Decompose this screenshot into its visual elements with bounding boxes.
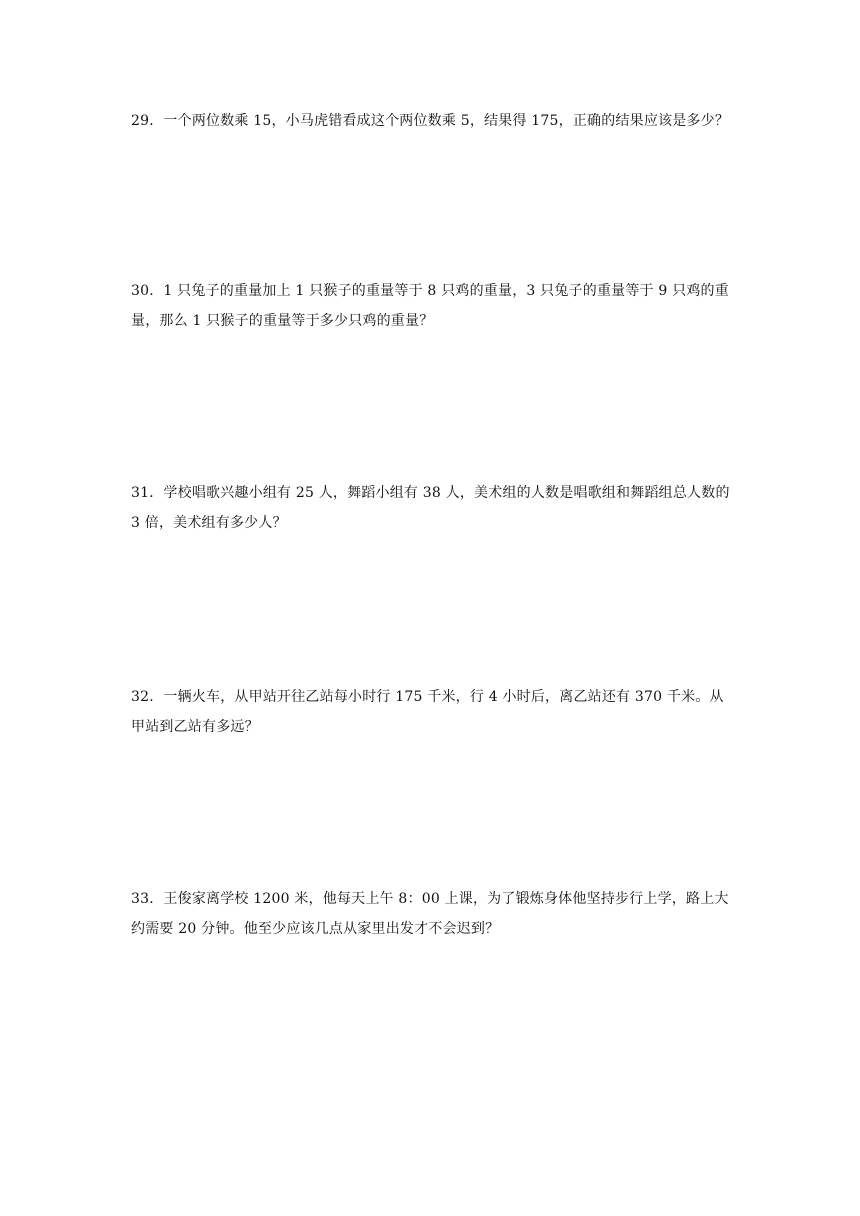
problem-body: 1 只兔子的重量加上 1 只猴子的重量等于 8 只鸡的重量，3 只兔子的重量等于 9 只鸡的重量，那么 1 只猴子的重量等于多少只鸡的重量？: [131, 283, 729, 329]
problem-text: [131, 276, 733, 336]
problem-text: [131, 106, 733, 136]
problem-body: 一个两位数乘 15，小马虎错看成这个两位数乘 5，结果得 175，正确的结果应该是多少？: [163, 113, 730, 129]
problem-number: 31．: [131, 485, 164, 501]
problem-body: 学校唱歌兴趣小组有 25 人，舞蹈小组有 38 人，美术组的人数是唱歌组和舞蹈组总人数的 3 倍，美术组有多少人？: [131, 485, 730, 531]
problem-text: [131, 884, 733, 944]
problem-number: 29．: [131, 113, 164, 129]
problem-body: 王俊家离学校 1200 米，他每天上午 8：00 上课，为了锻炼身体他坚持步行上学，路上大约需要 20 分钟。他至少应该几点从家里出发才不会迟到？: [131, 891, 729, 937]
problem-body: 一辆火车，从甲站开往乙站每小时行 175 千米，行 4 小时后，离乙站还有 370 千米。从甲站到乙站有多远？: [131, 689, 724, 735]
problem-text: [131, 478, 733, 538]
problem-32: [131, 682, 733, 742]
problem-29: [131, 106, 733, 136]
problem-number: 32．: [131, 689, 164, 705]
problem-text: [131, 682, 733, 742]
problem-31: [131, 478, 733, 538]
problem-number: 33．: [131, 891, 164, 907]
problem-number: 30．: [131, 283, 164, 299]
problem-33: [131, 884, 733, 944]
problem-30: [131, 276, 733, 336]
